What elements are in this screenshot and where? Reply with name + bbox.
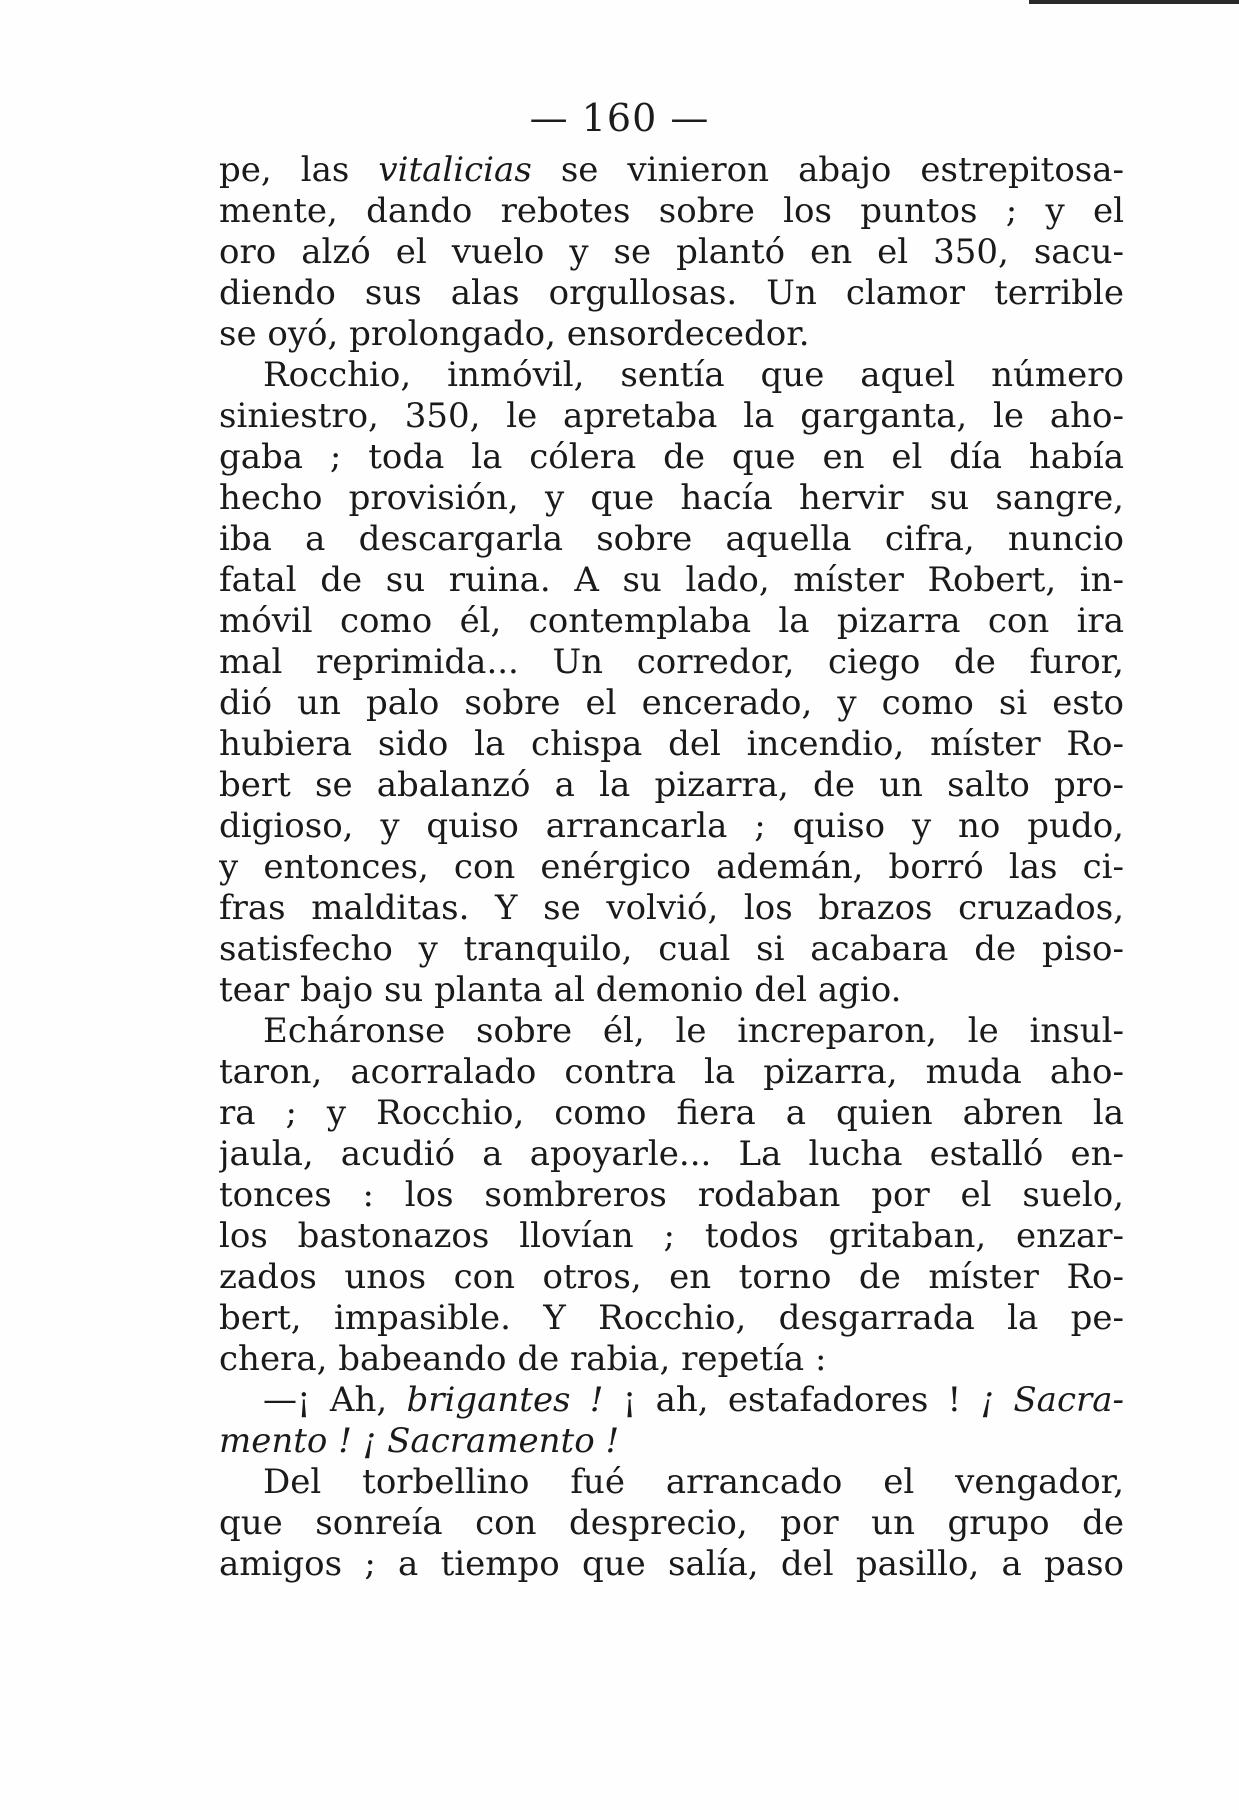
text-segment: oro alzó el vuelo y se plantó en el 350, sacu- [219,232,1124,272]
text-segment: se vinieron abajo estrepitosa- [531,150,1124,190]
italic-text: mento ! ¡ Sacramento ! [219,1421,620,1461]
text-line [219,847,1124,888]
text-line [219,1298,1124,1339]
text-line [219,273,1124,314]
text-line [219,1093,1124,1134]
text-segment: chera, babeando de rabia, repetía : [219,1339,827,1379]
text-segment: mente, dando rebotes sobre los puntos ; y el [219,191,1124,231]
italic-text: ¡ Sacra- [980,1380,1124,1420]
text-line [219,724,1124,765]
text-line [219,601,1124,642]
text-line [219,888,1124,929]
text-segment: Echáronse sobre él, le increparon, le insul- [263,1011,1124,1051]
text-line [219,519,1124,560]
text-segment: jaula, acudió a apoyarle... La lucha estalló en- [219,1134,1124,1174]
text-segment: tonces : los sombreros rodaban por el suelo, [219,1175,1124,1215]
text-segment: bert se abalanzó a la pizarra, de un salto pro- [219,765,1124,805]
text-segment: fatal de su ruina. A su lado, míster Robert, in- [219,560,1124,600]
text-segment: iba a descargarla sobre aquella cifra, nuncio [219,519,1124,559]
text-line [219,1421,1124,1462]
text-line [219,970,1124,1011]
text-line [219,1380,1124,1421]
italic-text: vitalicias [378,150,532,190]
text-line [219,642,1124,683]
text-segment: y entonces, con enérgico ademán, borró las ci- [219,847,1124,887]
text-segment: Rocchio, inmóvil, sentía que aquel número [263,355,1124,395]
text-line [219,1216,1124,1257]
text-segment: los bastonazos llovían ; todos gritaban, enzar- [219,1216,1124,1256]
text-segment: que sonreía con desprecio, por un grupo de [219,1503,1124,1543]
text-segment: satisfecho y tranquilo, cual si acabara de piso- [219,929,1124,969]
text-segment: bert, impasible. Y Rocchio, desgarrada la pe- [219,1298,1124,1338]
text-line [219,560,1124,601]
text-line [219,929,1124,970]
text-line [219,1339,1124,1380]
text-segment: hecho provisión, y que hacía hervir su sangre, [219,478,1124,518]
text-segment: —¡ Ah, [263,1380,407,1420]
text-segment: móvil como él, contemplaba la pizarra con ira [219,601,1124,641]
text-segment: Del torbellino fué arrancado el vengador, [263,1462,1124,1502]
text-segment: mal reprimida... Un corredor, ciego de furor, [219,642,1124,682]
text-line [219,1503,1124,1544]
text-line [219,1257,1124,1298]
text-line [219,1134,1124,1175]
text-segment: fras malditas. Y se volvió, los brazos cruzados, [219,888,1124,928]
text-segment: siniestro, 350, le apretaba la garganta, le aho- [219,396,1124,436]
text-segment: se oyó, prolongado, ensordecedor. [219,314,810,354]
text-line [219,806,1124,847]
text-segment: tear bajo su planta al demonio del agio. [219,970,902,1010]
text-line [219,478,1124,519]
text-segment: gaba ; toda la cólera de que en el día había [219,437,1124,477]
text-segment: ¡ ah, estafadores ! [603,1380,981,1420]
page-number: — 160 — [529,96,710,140]
text-line [219,1175,1124,1216]
text-line [219,355,1124,396]
text-segment: amigos ; a tiempo que salía, del pasillo, a paso [219,1544,1124,1584]
text-line [219,1462,1124,1503]
scan-edge-mark [1029,0,1239,4]
text-line [219,232,1124,273]
text-line [219,437,1124,478]
text-line [219,314,1124,355]
text-segment: digioso, y quiso arrancarla ; quiso y no pudo, [219,806,1124,846]
text-segment: dió un palo sobre el encerado, y como si esto [219,683,1124,723]
text-segment: taron, acorralado contra la pizarra, muda aho- [219,1052,1124,1092]
text-segment: hubiera sido la chispa del incendio, míster Ro- [219,724,1124,764]
text-line [219,1052,1124,1093]
text-line [219,683,1124,724]
text-line [219,1011,1124,1052]
text-segment: ra ; y Rocchio, como fiera a quien abren la [219,1093,1124,1133]
text-line [219,1544,1124,1585]
text-segment: diendo sus alas orgullosas. Un clamor terrible [219,273,1124,313]
text-line [219,150,1124,191]
text-segment: zados unos con otros, en torno de míster Ro- [219,1257,1124,1297]
body-text [219,150,1124,1585]
text-line [219,396,1124,437]
text-line [219,765,1124,806]
text-segment: pe, las [219,150,379,190]
text-line [219,191,1124,232]
italic-text: brigantes ! [406,1380,604,1420]
